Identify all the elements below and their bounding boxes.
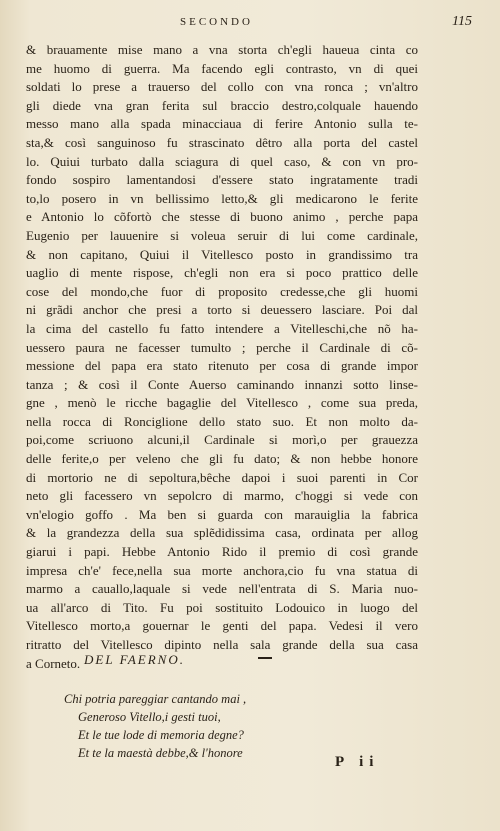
verse-line: Generoso Vitello,i gesti tuoi,: [78, 710, 221, 724]
verse-block: [64, 690, 324, 762]
text-line: to,lo posero in vn bellissimo letto,& gli medicarono le ferite: [26, 190, 418, 206]
page-header: [0, 14, 500, 34]
text-line: & brauamente mise mano a vna storta ch'egli haueua cinta co: [26, 42, 418, 57]
text-line: sta,& così sanguinoso fu strascinato dêtro alla porta del castel: [26, 134, 418, 150]
text-line: messione del papa era stato ritenuto per cosa di grande impor: [26, 358, 418, 374]
text-line: vn'elogio goffo . Ma ben si guarda con marauiglia la fabrica: [26, 506, 418, 522]
text-line: poi,come scriuono alcuni,il Cardinale si morì,o per grauezza: [26, 432, 418, 448]
verse-line: Chi potria pareggiar cantando mai ,: [64, 692, 247, 706]
signature-mark: P ii: [335, 754, 380, 770]
text-line: ritratto del Vitellesco dipinto nella sala grande della sua casa: [26, 637, 418, 652]
body-text: [26, 41, 418, 673]
text-line: nella rocca di Ronciglione dello stato suo. Et non molto da-: [26, 413, 418, 429]
text-line: cose del mondo,che fuor di proposito credesse,che gli huomi: [26, 283, 418, 299]
verse-line: Et le tue lode di memoria degne?: [78, 728, 244, 742]
text-line: marmo a cauallo,laquale si vede nell'entrata di S. Maria nuo-: [26, 581, 418, 597]
text-line: soldati lo prese a trauerso del collo con vna ronca ; vn'altro: [26, 79, 418, 95]
text-line: a Corneto.: [26, 655, 81, 671]
text-line: fondo sospiro lamentandosi d'essere stato ingratamente tradi: [26, 172, 418, 188]
text-line: me huomo di guerra. Ma facendo egli contrasto, vn di quei: [26, 60, 418, 76]
text-line: uessero paura ne facesser tumulto ; perche il Cardinale di cõ-: [26, 339, 418, 355]
text-line: impresa ch'e' fece,nella sua morte anchora,cio fu vna statua di: [26, 562, 418, 578]
text-line: giarui i papi. Hebbe Antonio Rido il premio di così grande: [26, 544, 418, 560]
text-line: gli diede vna gran ferita sul braccio destro,colquale hauendo: [26, 97, 418, 113]
page-number: 115: [452, 14, 472, 29]
text-line: Vitellesco morto,a gouernar le genti del papa. Vedesi il vero: [26, 618, 418, 634]
text-line: gne , menò le ricche bagaglie del Vitellesco , come sua preda,: [26, 395, 418, 411]
text-line: lo. Quiui turbato dalla sciagura di quel caso, & con vn pro-: [26, 153, 418, 169]
text-line: neto gli facessero vn sepolcro di marmo, c'hoggi si vede con: [26, 488, 418, 504]
text-line: messo mano alla spada minacciaua di ferire Antonio sulla te-: [26, 116, 418, 132]
text-line: & la grandezza della sua splẽdidissima casa, ordinata per allog: [26, 525, 418, 541]
text-line: Eugenio per lauuenire si voleua seruir di lui come cardinale,: [26, 227, 418, 243]
text-line: delle ferite,o per veleno che gli fu dato; & non hebbe honore: [26, 451, 418, 467]
text-line: tanza ; & così il Conte Auerso caminando innanzi sotto linse-: [26, 376, 418, 392]
text-line: la cima del castello fu fatto intendere a Vitelleschi,che nõ ha-: [26, 320, 418, 336]
running-head: SECONDO: [180, 16, 253, 28]
text-line: uaglio di mente rispose, ch'egli non era si poco prattico delle: [26, 265, 418, 281]
text-line: ua all'arco di Tito. Fu poi sostituito Lodouico in luogo del: [26, 599, 418, 615]
text-line: & non capitano, Quiui il Vitellesco posto in grandissimo tra: [26, 246, 418, 262]
text-line: di mortorio ne di sepoltura,bêche dapoi i suoi parenti in Cor: [26, 469, 418, 485]
text-line: e Antonio lo cõfortò che stesse di buono animo , perche papa: [26, 209, 418, 225]
text-line: ni grãdi anchor che presi a torto si deuessero lasciare. Poi dal: [26, 302, 418, 318]
verse-line: Et te la maestà debbe,& l'honore: [78, 746, 243, 760]
section-title: DEL FAERNO.: [84, 652, 185, 667]
ornament-dash: [258, 657, 272, 659]
